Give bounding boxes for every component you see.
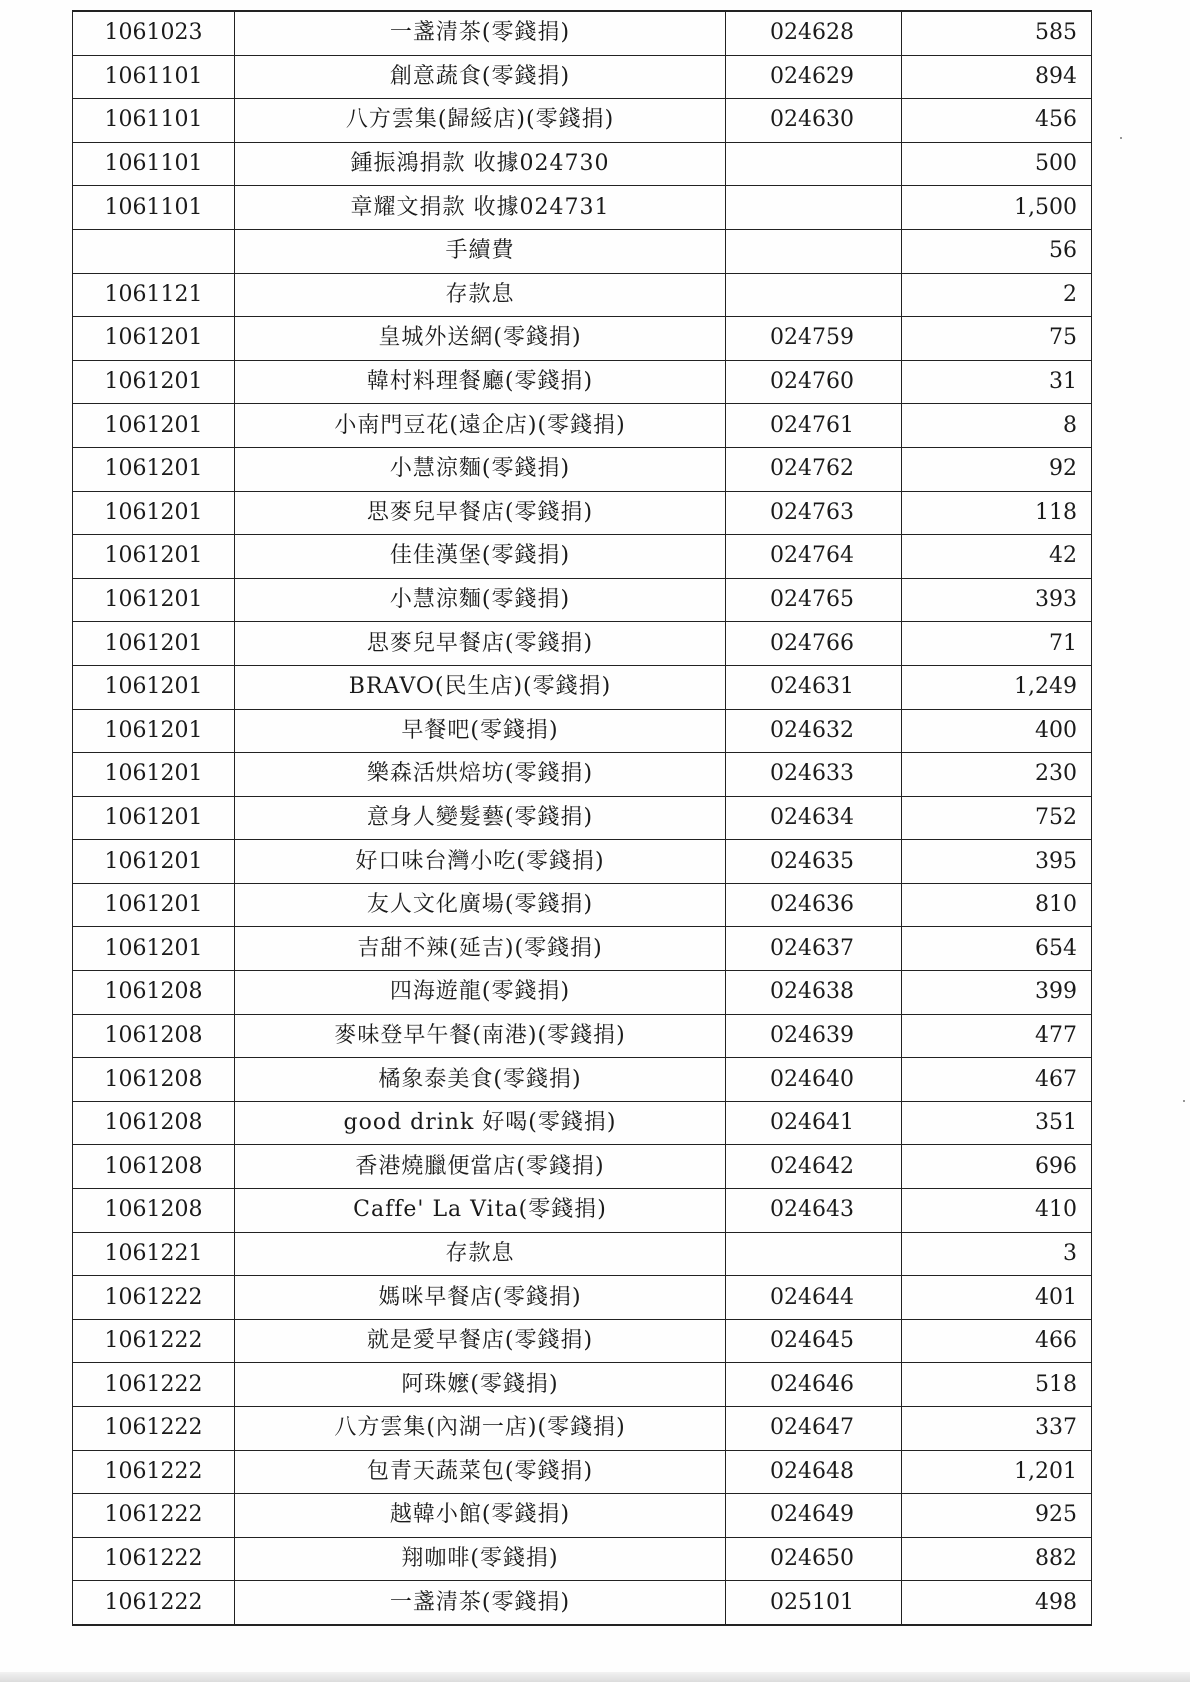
amount-cell: 31 — [902, 360, 1092, 404]
description-cell: 小慧涼麵(零錢捐) — [235, 447, 726, 491]
description-cell: 小南門豆花(遠企店)(零錢捐) — [235, 404, 726, 448]
date-cell: 1061222 — [73, 1581, 235, 1625]
receipt-number-cell: 024649 — [726, 1494, 902, 1538]
date-cell: 1061208 — [73, 1145, 235, 1189]
receipt-number-cell: 024634 — [726, 796, 902, 840]
amount-cell: 585 — [902, 11, 1092, 55]
date-cell: 1061201 — [73, 709, 235, 753]
date-cell: 1061222 — [73, 1537, 235, 1581]
amount-cell: 925 — [902, 1494, 1092, 1538]
receipt-number-cell: 024766 — [726, 622, 902, 666]
receipt-number-cell: 024644 — [726, 1276, 902, 1320]
amount-cell: 393 — [902, 578, 1092, 622]
date-cell: 1061222 — [73, 1450, 235, 1494]
receipt-number-cell: 024765 — [726, 578, 902, 622]
amount-cell: 810 — [902, 883, 1092, 927]
table-row — [73, 55, 1092, 99]
date-cell: 1061222 — [73, 1319, 235, 1363]
table-row — [73, 1319, 1092, 1363]
table-row — [73, 753, 1092, 797]
description-cell: 越韓小館(零錢捐) — [235, 1494, 726, 1538]
amount-cell: 401 — [902, 1276, 1092, 1320]
description-cell: 八方雲集(內湖一店)(零錢捐) — [235, 1407, 726, 1451]
table-row — [73, 927, 1092, 971]
receipt-number-cell: 024636 — [726, 883, 902, 927]
table-row — [73, 1101, 1092, 1145]
description-cell: 吉甜不辣(延吉)(零錢捐) — [235, 927, 726, 971]
date-cell: 1061208 — [73, 971, 235, 1015]
table-row — [73, 1189, 1092, 1233]
amount-cell: 696 — [902, 1145, 1092, 1189]
date-cell: 1061201 — [73, 927, 235, 971]
amount-cell: 230 — [902, 753, 1092, 797]
table-row — [73, 622, 1092, 666]
description-cell: 早餐吧(零錢捐) — [235, 709, 726, 753]
date-cell: 1061101 — [73, 55, 235, 99]
table-row — [73, 1014, 1092, 1058]
description-cell: 鍾振鴻捐款 收據024730 — [235, 142, 726, 186]
date-cell: 1061201 — [73, 360, 235, 404]
date-cell: 1061101 — [73, 142, 235, 186]
table-row — [73, 360, 1092, 404]
table-row — [73, 1276, 1092, 1320]
amount-cell: 71 — [902, 622, 1092, 666]
receipt-number-cell — [726, 1232, 902, 1276]
table-row — [73, 229, 1092, 273]
description-cell: 一盞清茶(零錢捐) — [235, 1581, 726, 1625]
ledger-body — [73, 11, 1092, 1625]
date-cell: 1061201 — [73, 535, 235, 579]
amount-cell: 400 — [902, 709, 1092, 753]
receipt-number-cell — [726, 186, 902, 230]
description-cell: 包青天蔬菜包(零錢捐) — [235, 1450, 726, 1494]
table-row — [73, 1145, 1092, 1189]
table-row — [73, 186, 1092, 230]
receipt-number-cell: 024650 — [726, 1537, 902, 1581]
description-cell: BRAVO(民生店)(零錢捐) — [235, 665, 726, 709]
receipt-number-cell — [726, 229, 902, 273]
table-row — [73, 273, 1092, 317]
table-row — [73, 1581, 1092, 1625]
table-row — [73, 971, 1092, 1015]
receipt-number-cell — [726, 273, 902, 317]
table-row — [73, 317, 1092, 361]
amount-cell: 56 — [902, 229, 1092, 273]
table-row — [73, 1450, 1092, 1494]
table-row — [73, 1407, 1092, 1451]
amount-cell: 42 — [902, 535, 1092, 579]
amount-cell: 752 — [902, 796, 1092, 840]
receipt-number-cell: 024633 — [726, 753, 902, 797]
description-cell: 佳佳漢堡(零錢捐) — [235, 535, 726, 579]
description-cell: 就是愛早餐店(零錢捐) — [235, 1319, 726, 1363]
table-row — [73, 709, 1092, 753]
table-row — [73, 1232, 1092, 1276]
table-row — [73, 883, 1092, 927]
receipt-number-cell: 024628 — [726, 11, 902, 55]
receipt-number-cell: 024629 — [726, 55, 902, 99]
receipt-number-cell: 024632 — [726, 709, 902, 753]
date-cell: 1061222 — [73, 1363, 235, 1407]
receipt-number-cell: 024630 — [726, 99, 902, 143]
receipt-number-cell: 024760 — [726, 360, 902, 404]
table-row — [73, 491, 1092, 535]
amount-cell: 654 — [902, 927, 1092, 971]
receipt-number-cell: 024640 — [726, 1058, 902, 1102]
table-row — [73, 840, 1092, 884]
receipt-number-cell: 024635 — [726, 840, 902, 884]
amount-cell: 500 — [902, 142, 1092, 186]
amount-cell: 1,500 — [902, 186, 1092, 230]
amount-cell: 395 — [902, 840, 1092, 884]
date-cell: 1061201 — [73, 883, 235, 927]
description-cell: 皇城外送網(零錢捐) — [235, 317, 726, 361]
date-cell: 1061201 — [73, 317, 235, 361]
date-cell: 1061208 — [73, 1058, 235, 1102]
date-cell: 1061208 — [73, 1014, 235, 1058]
amount-cell: 2 — [902, 273, 1092, 317]
donation-ledger-table — [72, 10, 1092, 1626]
receipt-number-cell: 024645 — [726, 1319, 902, 1363]
description-cell: 好口味台灣小吃(零錢捐) — [235, 840, 726, 884]
table-row — [73, 1537, 1092, 1581]
amount-cell: 467 — [902, 1058, 1092, 1102]
date-cell: 1061201 — [73, 491, 235, 535]
description-cell: 友人文化廣場(零錢捐) — [235, 883, 726, 927]
amount-cell: 8 — [902, 404, 1092, 448]
amount-cell: 894 — [902, 55, 1092, 99]
description-cell: 香港燒臘便當店(零錢捐) — [235, 1145, 726, 1189]
table-row — [73, 578, 1092, 622]
receipt-number-cell: 025101 — [726, 1581, 902, 1625]
amount-cell: 882 — [902, 1537, 1092, 1581]
amount-cell: 75 — [902, 317, 1092, 361]
receipt-number-cell: 024763 — [726, 491, 902, 535]
receipt-number-cell: 024647 — [726, 1407, 902, 1451]
receipt-number-cell — [726, 142, 902, 186]
amount-cell: 92 — [902, 447, 1092, 491]
date-cell: 1061222 — [73, 1276, 235, 1320]
scan-speck — [1120, 137, 1122, 139]
description-cell: 一盞清茶(零錢捐) — [235, 11, 726, 55]
table-row — [73, 404, 1092, 448]
date-cell: 1061201 — [73, 404, 235, 448]
receipt-number-cell: 024648 — [726, 1450, 902, 1494]
table-row — [73, 11, 1092, 55]
description-cell: 思麥兒早餐店(零錢捐) — [235, 622, 726, 666]
date-cell: 1061101 — [73, 186, 235, 230]
table-row — [73, 796, 1092, 840]
date-cell: 1061222 — [73, 1407, 235, 1451]
date-cell: 1061201 — [73, 447, 235, 491]
table-row — [73, 1058, 1092, 1102]
amount-cell: 1,201 — [902, 1450, 1092, 1494]
table-row — [73, 99, 1092, 143]
date-cell: 1061222 — [73, 1494, 235, 1538]
description-cell: 手續費 — [235, 229, 726, 273]
description-cell: 存款息 — [235, 1232, 726, 1276]
receipt-number-cell: 024759 — [726, 317, 902, 361]
scan-speck — [1183, 1100, 1185, 1102]
date-cell — [73, 229, 235, 273]
receipt-number-cell: 024761 — [726, 404, 902, 448]
receipt-number-cell: 024631 — [726, 665, 902, 709]
date-cell: 1061201 — [73, 665, 235, 709]
date-cell: 1061201 — [73, 622, 235, 666]
amount-cell: 477 — [902, 1014, 1092, 1058]
description-cell: 媽咪早餐店(零錢捐) — [235, 1276, 726, 1320]
date-cell: 1061221 — [73, 1232, 235, 1276]
amount-cell: 399 — [902, 971, 1092, 1015]
description-cell: 韓村料理餐廳(零錢捐) — [235, 360, 726, 404]
description-cell: Caffe' La Vita(零錢捐) — [235, 1189, 726, 1233]
table-row — [73, 142, 1092, 186]
date-cell: 1061208 — [73, 1101, 235, 1145]
amount-cell: 118 — [902, 491, 1092, 535]
receipt-number-cell: 024642 — [726, 1145, 902, 1189]
description-cell: 阿珠嬤(零錢捐) — [235, 1363, 726, 1407]
description-cell: 小慧涼麵(零錢捐) — [235, 578, 726, 622]
table-row — [73, 1363, 1092, 1407]
amount-cell: 518 — [902, 1363, 1092, 1407]
date-cell: 1061208 — [73, 1189, 235, 1233]
description-cell: good drink 好喝(零錢捐) — [235, 1101, 726, 1145]
table-row — [73, 1494, 1092, 1538]
receipt-number-cell: 024641 — [726, 1101, 902, 1145]
receipt-number-cell: 024638 — [726, 971, 902, 1015]
description-cell: 麥味登早午餐(南港)(零錢捐) — [235, 1014, 726, 1058]
date-cell: 1061201 — [73, 796, 235, 840]
receipt-number-cell: 024764 — [726, 535, 902, 579]
receipt-number-cell: 024637 — [726, 927, 902, 971]
receipt-number-cell: 024639 — [726, 1014, 902, 1058]
description-cell: 橘象泰美食(零錢捐) — [235, 1058, 726, 1102]
receipt-number-cell: 024762 — [726, 447, 902, 491]
date-cell: 1061201 — [73, 753, 235, 797]
description-cell: 創意蔬食(零錢捐) — [235, 55, 726, 99]
description-cell: 思麥兒早餐店(零錢捐) — [235, 491, 726, 535]
amount-cell: 351 — [902, 1101, 1092, 1145]
description-cell: 樂森活烘焙坊(零錢捐) — [235, 753, 726, 797]
date-cell: 1061201 — [73, 578, 235, 622]
amount-cell: 3 — [902, 1232, 1092, 1276]
amount-cell: 466 — [902, 1319, 1092, 1363]
amount-cell: 410 — [902, 1189, 1092, 1233]
table-row — [73, 447, 1092, 491]
description-cell: 四海遊龍(零錢捐) — [235, 971, 726, 1015]
receipt-number-cell: 024646 — [726, 1363, 902, 1407]
amount-cell: 337 — [902, 1407, 1092, 1451]
date-cell: 1061121 — [73, 273, 235, 317]
receipt-number-cell: 024643 — [726, 1189, 902, 1233]
amount-cell: 456 — [902, 99, 1092, 143]
amount-cell: 1,249 — [902, 665, 1092, 709]
amount-cell: 498 — [902, 1581, 1092, 1625]
table-row — [73, 665, 1092, 709]
description-cell: 存款息 — [235, 273, 726, 317]
date-cell: 1061023 — [73, 11, 235, 55]
description-cell: 章耀文捐款 收據024731 — [235, 186, 726, 230]
table-row — [73, 535, 1092, 579]
description-cell: 意身人變髮藝(零錢捐) — [235, 796, 726, 840]
date-cell: 1061101 — [73, 99, 235, 143]
scan-edge — [0, 1672, 1190, 1682]
description-cell: 翔咖啡(零錢捐) — [235, 1537, 726, 1581]
description-cell: 八方雲集(歸綏店)(零錢捐) — [235, 99, 726, 143]
date-cell: 1061201 — [73, 840, 235, 884]
